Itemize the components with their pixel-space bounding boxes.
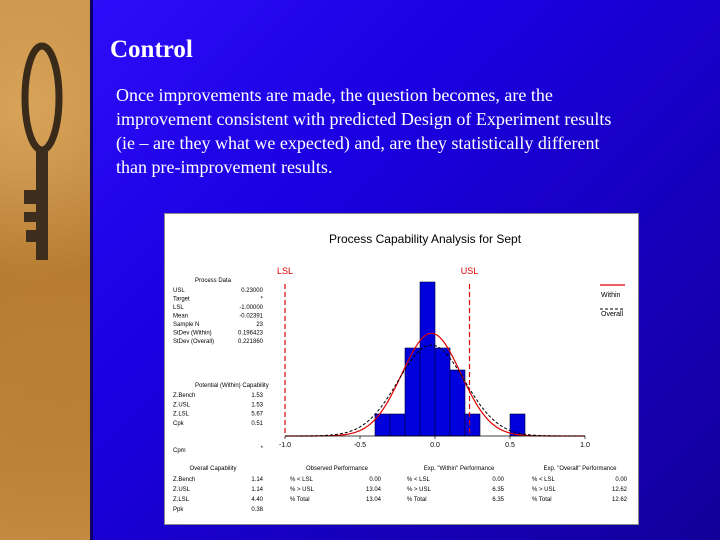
key-icon bbox=[0, 0, 90, 540]
exp-overall-performance-label: % > USL bbox=[532, 487, 556, 493]
exp-overall-performance-heading: Exp. "Overall" Performance bbox=[543, 466, 617, 472]
overall-capability-label: Z.LSL bbox=[173, 497, 190, 503]
histogram-bar bbox=[435, 348, 450, 436]
overall-capability-value: 4.40 bbox=[251, 497, 263, 503]
exp-overall-performance-label: % < LSL bbox=[532, 477, 555, 483]
potential-capability-label: Z.Bench bbox=[173, 393, 196, 399]
observed-performance-label: % > USL bbox=[290, 487, 314, 493]
exp-within-performance-label: % > USL bbox=[407, 487, 431, 493]
process-data-value: -1.00000 bbox=[239, 305, 263, 311]
x-tick-label: 0.0 bbox=[430, 442, 440, 449]
observed-performance-value: 13.04 bbox=[365, 487, 381, 493]
exp-overall-performance-value: 12.62 bbox=[611, 487, 627, 493]
potential-capability-value: 5.67 bbox=[251, 411, 263, 418]
histogram-bar bbox=[420, 282, 435, 436]
process-data-value: -0.02391 bbox=[239, 313, 263, 320]
body-line: than pre-improvement results. bbox=[116, 157, 333, 177]
process-data-label: USL bbox=[173, 288, 185, 294]
potential-capability-label: Z.LSL bbox=[173, 411, 190, 418]
body-line: (ie – are they what we expected) and, are they statistically different bbox=[116, 133, 600, 153]
potential-capability-label: Cpm bbox=[173, 448, 186, 454]
histogram-bar bbox=[510, 414, 525, 436]
overall-capability-value: 1.14 bbox=[251, 487, 263, 493]
body-line: Once improvements are made, the question becomes, are the bbox=[116, 85, 553, 105]
observed-performance-label: % < LSL bbox=[290, 477, 313, 483]
potential-capability-label: Cpk bbox=[173, 420, 184, 427]
slide-divider bbox=[90, 0, 93, 540]
overall-capability-value: 0.38 bbox=[251, 507, 263, 513]
capability-chart bbox=[164, 213, 639, 525]
process-data-value: * bbox=[260, 296, 263, 303]
observed-performance-label: % Total bbox=[290, 497, 310, 503]
potential-capability-label: Z.USL bbox=[173, 402, 191, 409]
process-data-value: 0.23000 bbox=[241, 288, 263, 294]
process-data-value: 23 bbox=[256, 322, 263, 328]
histogram-bar bbox=[450, 370, 465, 436]
slide-title: Control bbox=[110, 36, 193, 63]
overall-capability-label: Z.USL bbox=[173, 487, 191, 493]
exp-within-performance-label: % < LSL bbox=[407, 477, 430, 483]
overall-capability-heading: Overall Capability bbox=[189, 466, 237, 472]
chart-title: Process Capability Analysis for Sept bbox=[328, 232, 522, 246]
process-data-label: StDev (Overall) bbox=[173, 339, 215, 345]
exp-within-performance-value: 6.35 bbox=[492, 487, 504, 493]
exp-overall-performance-value: 0.00 bbox=[615, 477, 627, 483]
observed-performance-value: 0.00 bbox=[369, 477, 381, 483]
exp-within-performance-value: 6.35 bbox=[492, 497, 504, 503]
exp-overall-performance-value: 12.62 bbox=[611, 497, 627, 503]
potential-capability-value: 0.51 bbox=[251, 420, 263, 427]
exp-within-performance-label: % Total bbox=[407, 497, 427, 503]
process-data-label: StDev (Within) bbox=[173, 330, 212, 337]
potential-capability-heading: Potential (Within) Capability bbox=[195, 383, 269, 389]
decorative-key-image bbox=[0, 0, 90, 540]
process-data-heading: Process Data bbox=[195, 278, 232, 284]
overall-capability-value: 1.14 bbox=[251, 477, 263, 483]
potential-capability-value: 1.53 bbox=[251, 393, 263, 399]
process-data-value: 0.196423 bbox=[237, 330, 263, 337]
potential-capability-value: * bbox=[260, 446, 263, 452]
observed-performance-value: 13.04 bbox=[365, 497, 381, 503]
legend-overall-label: Overall bbox=[601, 311, 624, 318]
lsl-label: LSL bbox=[276, 266, 294, 276]
process-data-label: Mean bbox=[173, 313, 189, 320]
x-tick-label: -1.0 bbox=[278, 442, 292, 449]
process-data-label: Target bbox=[173, 296, 190, 303]
x-tick-label: 0.5 bbox=[505, 442, 515, 449]
overall-capability-label: Ppk bbox=[173, 507, 184, 513]
body-line: improvement consistent with predicted Design of Experiment results bbox=[116, 109, 612, 129]
legend-within-label: Within bbox=[601, 292, 621, 299]
potential-capability-value: 1.53 bbox=[251, 402, 263, 409]
x-tick-label: 1.0 bbox=[580, 442, 590, 449]
overall-capability-label: Z.Bench bbox=[173, 477, 196, 483]
usl-label: USL bbox=[460, 266, 479, 276]
exp-within-performance-value: 0.00 bbox=[492, 477, 504, 483]
exp-overall-performance-label: % Total bbox=[532, 497, 552, 503]
histogram-bar bbox=[405, 348, 420, 436]
observed-performance-heading: Observed Performance bbox=[305, 466, 369, 472]
process-data-label: Sample N bbox=[173, 322, 200, 328]
process-data-label: LSL bbox=[173, 305, 184, 311]
x-tick-label: -0.5 bbox=[353, 442, 367, 449]
histogram-bar bbox=[465, 414, 480, 436]
slide-body-text bbox=[116, 83, 686, 179]
histogram-bar bbox=[390, 414, 405, 436]
process-data-value: 0.221860 bbox=[237, 339, 263, 345]
capability-chart-svg bbox=[165, 214, 638, 524]
exp-within-performance-heading: Exp. "Within" Performance bbox=[423, 466, 495, 472]
